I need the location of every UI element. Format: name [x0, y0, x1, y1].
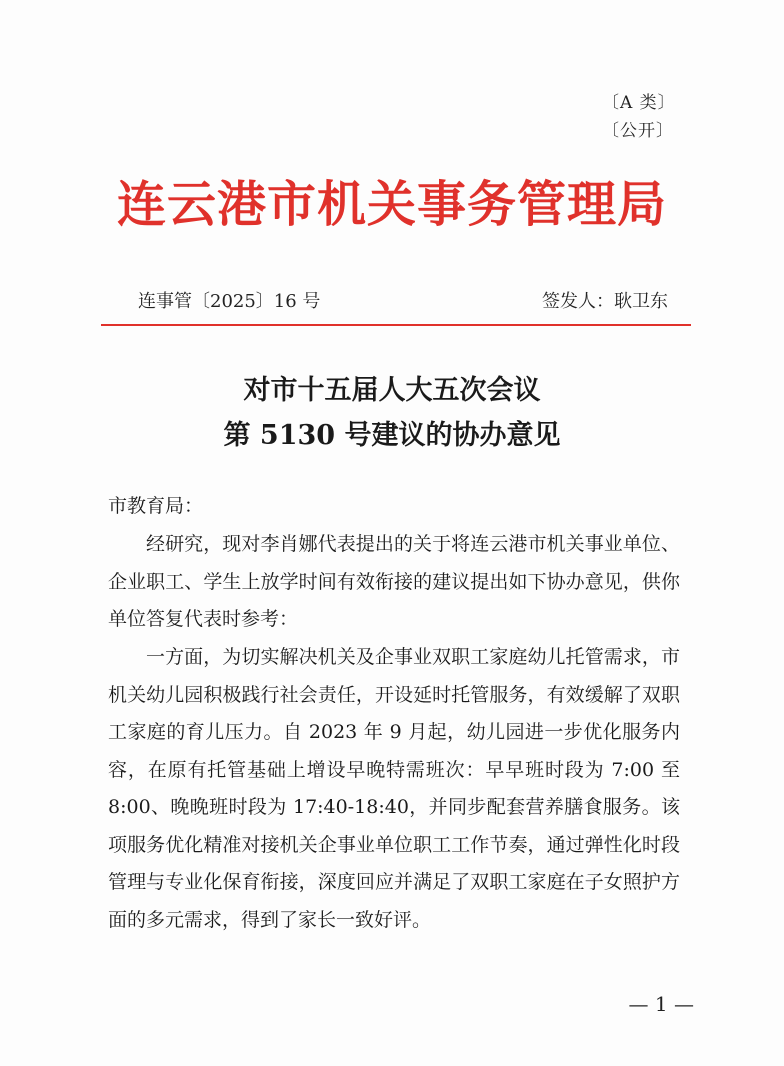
signer: 签发人：耿卫东 — [542, 291, 668, 312]
page-number: — 1 — — [628, 992, 694, 1016]
red-divider — [101, 324, 691, 326]
classification-category: 〔A 类〕 — [602, 93, 676, 113]
document-title-line1: 对市十五届人大五次会议 — [243, 375, 541, 406]
classification-disclosure: 〔公开〕 — [602, 121, 674, 141]
addressee: 市教育局： — [108, 495, 204, 517]
issuer-header: 连云港市机关事务管理局 — [116, 176, 667, 233]
body-paragraph: 一方面，为切实解决机关及企事业双职工家庭幼儿托管需求，市机关幼儿园积极践行社会责任，开设延时托管服务，有效缓解了双职工家庭的育儿压力。自 2023 年 9 月起，幼儿园进一步优化服务内容，在原有托管基础上增设早晚特需班次：早早班时段为 7:00 至 8:00、晚晚班时段为 17:40-18:40，并同步配套营养膳食服务。该项服务优化精准对接机关企事业单位职工工作节奏，通过弹性化时段管理与专业化保育衔接，深度回应并满足了双职工家庭在子女照护方面的多元需求，得到了家长一致好评。 — [108, 646, 680, 931]
document-number: 连事管〔2025〕16 号 — [138, 291, 321, 312]
body-paragraph: 经研究，现对李肖娜代表提出的关于将连云港市机关事业单位、企业职工、学生上放学时间有效衔接的建议提出如下协办意见，供你单位答复代表时参考： — [108, 533, 680, 630]
document-title-line2: 第 5130 号建议的协办意见 — [223, 420, 561, 451]
